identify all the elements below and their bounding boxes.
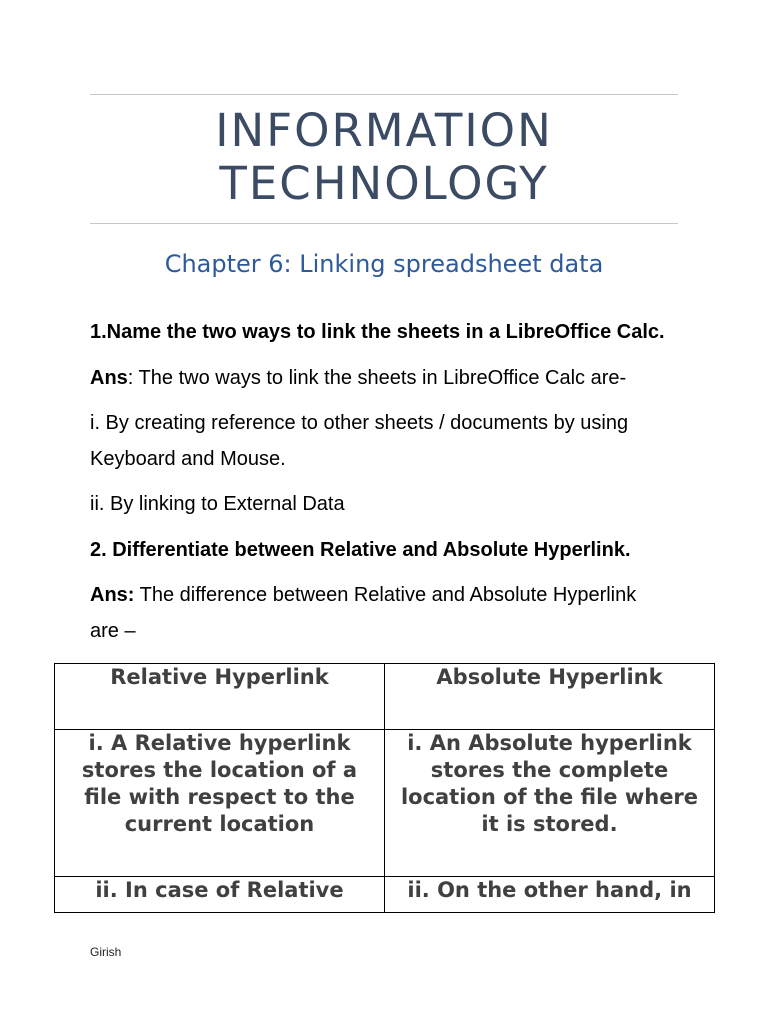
answer-1-label: Ans [90,367,128,389]
answer-2-label: Ans: [90,584,135,606]
title-rule-top [90,94,678,95]
answer-2-text: The difference between Relative and Absolute Hyperlink are – [90,584,637,642]
table-header-row [55,664,715,730]
page-footer-author: Girish [90,945,122,959]
header-relative-hyperlink: Relative Hyperlink [55,664,385,730]
cell-absolute-1: i. An Absolute hyperlink stores the complete location of the file where it is stored. [385,730,715,877]
header-absolute-hyperlink: Absolute Hyperlink [385,664,715,730]
answer-1 [90,360,690,396]
cell-relative-1: i. A Relative hyperlink stores the location of a file with respect to the current location [55,730,385,877]
chapter-heading: Chapter 6: Linking spreadsheet data [164,250,604,278]
cell-absolute-2: ii. On the other hand, in [385,877,715,913]
table-row [55,877,715,913]
title-rule-bottom [90,223,678,224]
question-1: 1.Name the two ways to link the sheets in a LibreOffice Calc. [90,321,665,343]
title-line-1: INFORMATION [215,104,553,157]
comparison-table [54,663,715,913]
question-2: 2. Differentiate between Relative and Absolute Hyperlink. [90,539,631,561]
answer-1-point-1: i. By creating reference to other sheets / documents by using Keyboard and Mouse. [90,412,629,470]
answer-1-point-2: ii. By linking to External Data [90,493,345,515]
cell-relative-2: ii. In case of Relative [55,877,385,913]
document-title [90,104,678,210]
table-row [55,730,715,877]
answer-2 [90,577,670,649]
title-line-2: TECHNOLOGY [219,157,549,210]
answer-1-text: : The two ways to link the sheets in LibreOffice Calc are- [127,367,627,389]
